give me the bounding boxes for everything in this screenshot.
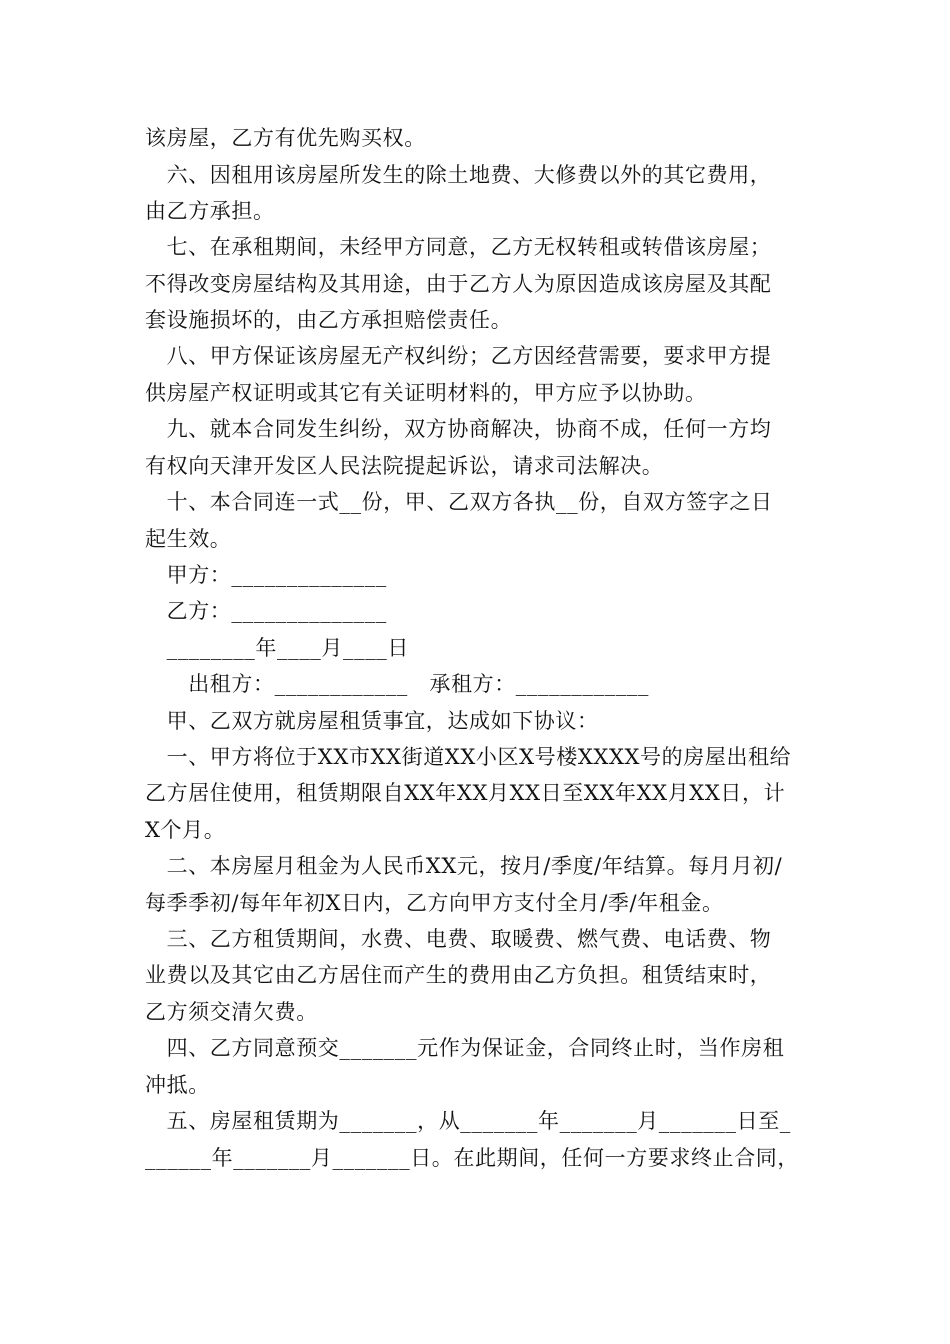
text-line: 二、本房屋月租金为人民币XX元，按月/季度/年结算。每月月初/ [145,854,783,878]
lessor-lessee-line: 出租方：____________ 承租方：____________ [145,672,649,696]
text-line: 不得改变房屋结构及其用途，由于乙方人为原因造成该房屋及其配 [145,272,772,296]
signature-line-party-b: 乙方：______________ [145,599,387,623]
text-line: 套设施损坏的，由乙方承担赔偿责任。 [145,308,513,332]
text-line: 乙方居住使用，租赁期限自XX年XX月XX日至XX年XX月XX日，计 [145,781,786,805]
text-line: 起生效。 [145,527,232,551]
text-line: 业费以及其它由乙方居住而产生的费用由乙方负担。租赁结束时， [145,963,772,987]
text-line: 十、本合同连一式__份，甲、乙双方各执__份，自双方签字之日 [145,490,773,514]
text-line: 七、在承租期间，未经甲方同意，乙方无权转租或转借该房屋； [145,235,772,259]
text-line: X个月。 [145,818,226,842]
text-line: 九、就本合同发生纠纷，双方协商解决，协商不成，任何一方均 [145,417,772,441]
text-line: 一、甲方将位于XX市XX街道XX小区X号楼XXXX号的房屋出租给 [145,745,792,769]
text-line: 有权向天津开发区人民法院提起诉讼，请求司法解决。 [145,454,664,478]
text-line: 八、甲方保证该房屋无产权纠纷；乙方因经营需要，要求甲方提 [145,344,772,368]
text-line: 甲、乙双方就房屋租赁事宜，达成如下协议： [145,709,599,733]
text-line: ______年_______月_______日。在此期间，任何一方要求终止合同， [145,1146,799,1170]
text-line: 由乙方承担。 [145,199,275,223]
text-line: 供房屋产权证明或其它有关证明材料的，甲方应予以协助。 [145,381,707,405]
text-line: 三、乙方租赁期间，水费、电费、取暖费、燃气费、电话费、物 [145,927,772,951]
text-line: 冲抵。 [145,1073,210,1097]
text-line: 六、因租用该房屋所发生的除土地费、大修费以外的其它费用， [145,163,772,187]
date-line: ________年____月____日 [145,636,409,660]
text-line: 五、房屋租赁期为_______，从_______年_______月_______日至_ [145,1109,791,1133]
signature-line-party-a: 甲方：______________ [145,563,387,587]
text-line: 每季季初/每年年初X日内，乙方向甲方支付全月/季/年租金。 [145,891,724,915]
text-line: 四、乙方同意预交_______元作为保证金，合同终止时，当作房租 [145,1036,785,1060]
text-line: 乙方须交清欠费。 [145,1000,318,1024]
text-line: 该房屋，乙方有优先购买权。 [145,126,426,150]
